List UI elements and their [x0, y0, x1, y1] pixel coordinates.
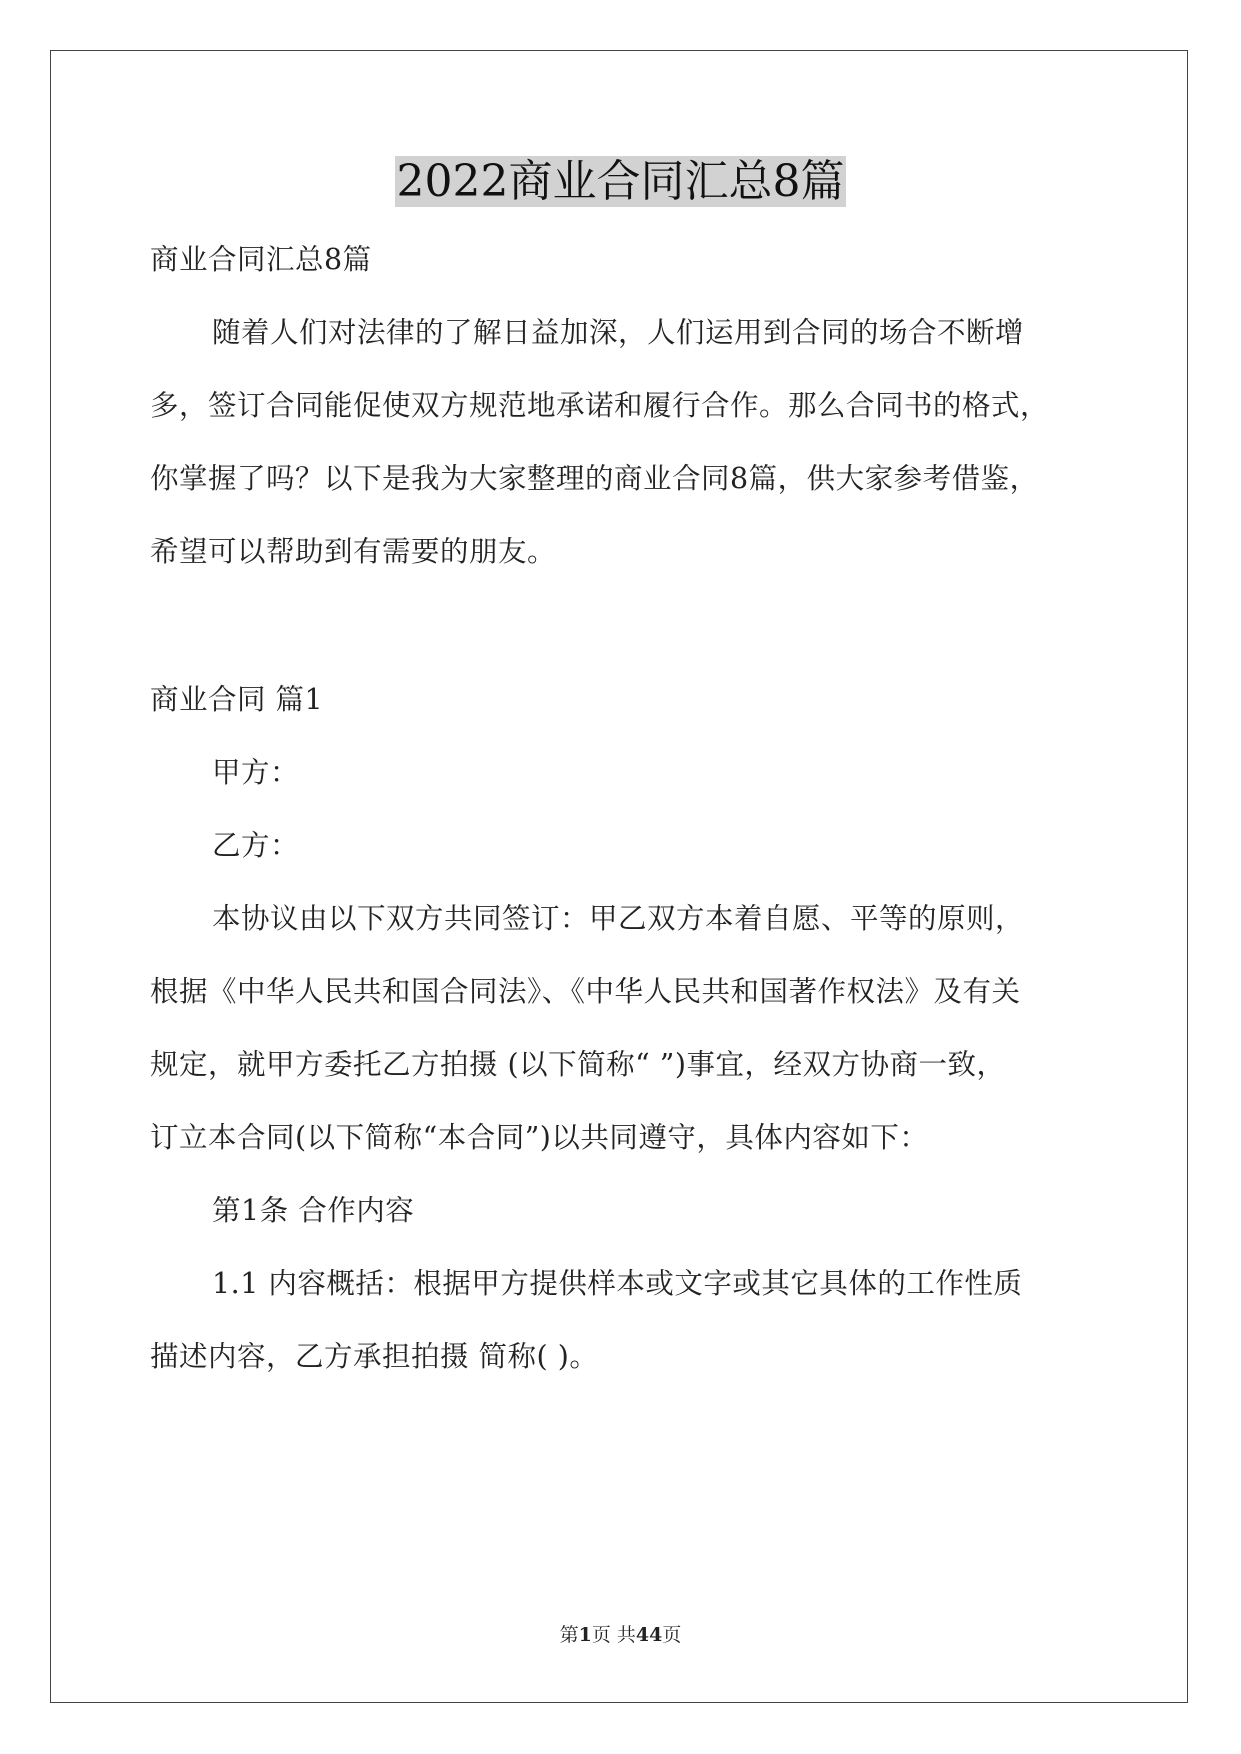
party-a-line: 甲方：: [212, 756, 300, 789]
doc-subtitle: 商业合同汇总8篇: [150, 243, 372, 276]
paragraph-line: 多，签订合同能促使双方规范地承诺和履行合作。那么合同书的格式，: [150, 389, 1050, 422]
footer-page-number: 1: [578, 1624, 592, 1646]
page-border: [50, 50, 1188, 1703]
paragraph-line: 描述内容，乙方承担拍摄 简称( )。: [150, 1340, 599, 1373]
paragraph-line: 规定，就甲方委托乙方拍摄 (以下简称“ ”)事宜，经双方协商一致，: [150, 1048, 1006, 1081]
paragraph-line: 希望可以帮助到有需要的朋友。: [150, 535, 557, 568]
paragraph-line: 你掌握了吗？以下是我为大家整理的商业合同8篇，供大家参考借鉴，: [150, 462, 1039, 495]
footer-total-pages: 44: [635, 1624, 663, 1646]
page-footer: [0, 1622, 1241, 1648]
paragraph-line: 1.1 内容概括：根据甲方提供样本或文字或其它具体的工作性质: [212, 1267, 1023, 1300]
footer-middle: 页 共: [591, 1624, 636, 1646]
paragraph-line: 本协议由以下双方共同签订：甲乙双方本着自愿、平等的原则，: [212, 902, 1025, 935]
article-heading: 第1条 合作内容: [212, 1194, 415, 1227]
section-heading: 商业合同 篇1: [150, 683, 324, 716]
party-b-line: 乙方：: [212, 829, 300, 862]
paragraph-line: 随着人们对法律的了解日益加深，人们运用到合同的场合不断增: [212, 316, 1025, 349]
paragraph-line: 根据《中华人民共和国合同法》、《中华人民共和国著作权法》及有关: [150, 975, 1021, 1008]
footer-prefix: 第: [559, 1624, 579, 1646]
paragraph-line: 订立本合同(以下简称“本合同”)以共同遵守，具体内容如下：: [150, 1121, 929, 1154]
document-title: 2022商业合同汇总8篇: [396, 156, 845, 207]
footer-suffix: 页: [662, 1624, 682, 1646]
